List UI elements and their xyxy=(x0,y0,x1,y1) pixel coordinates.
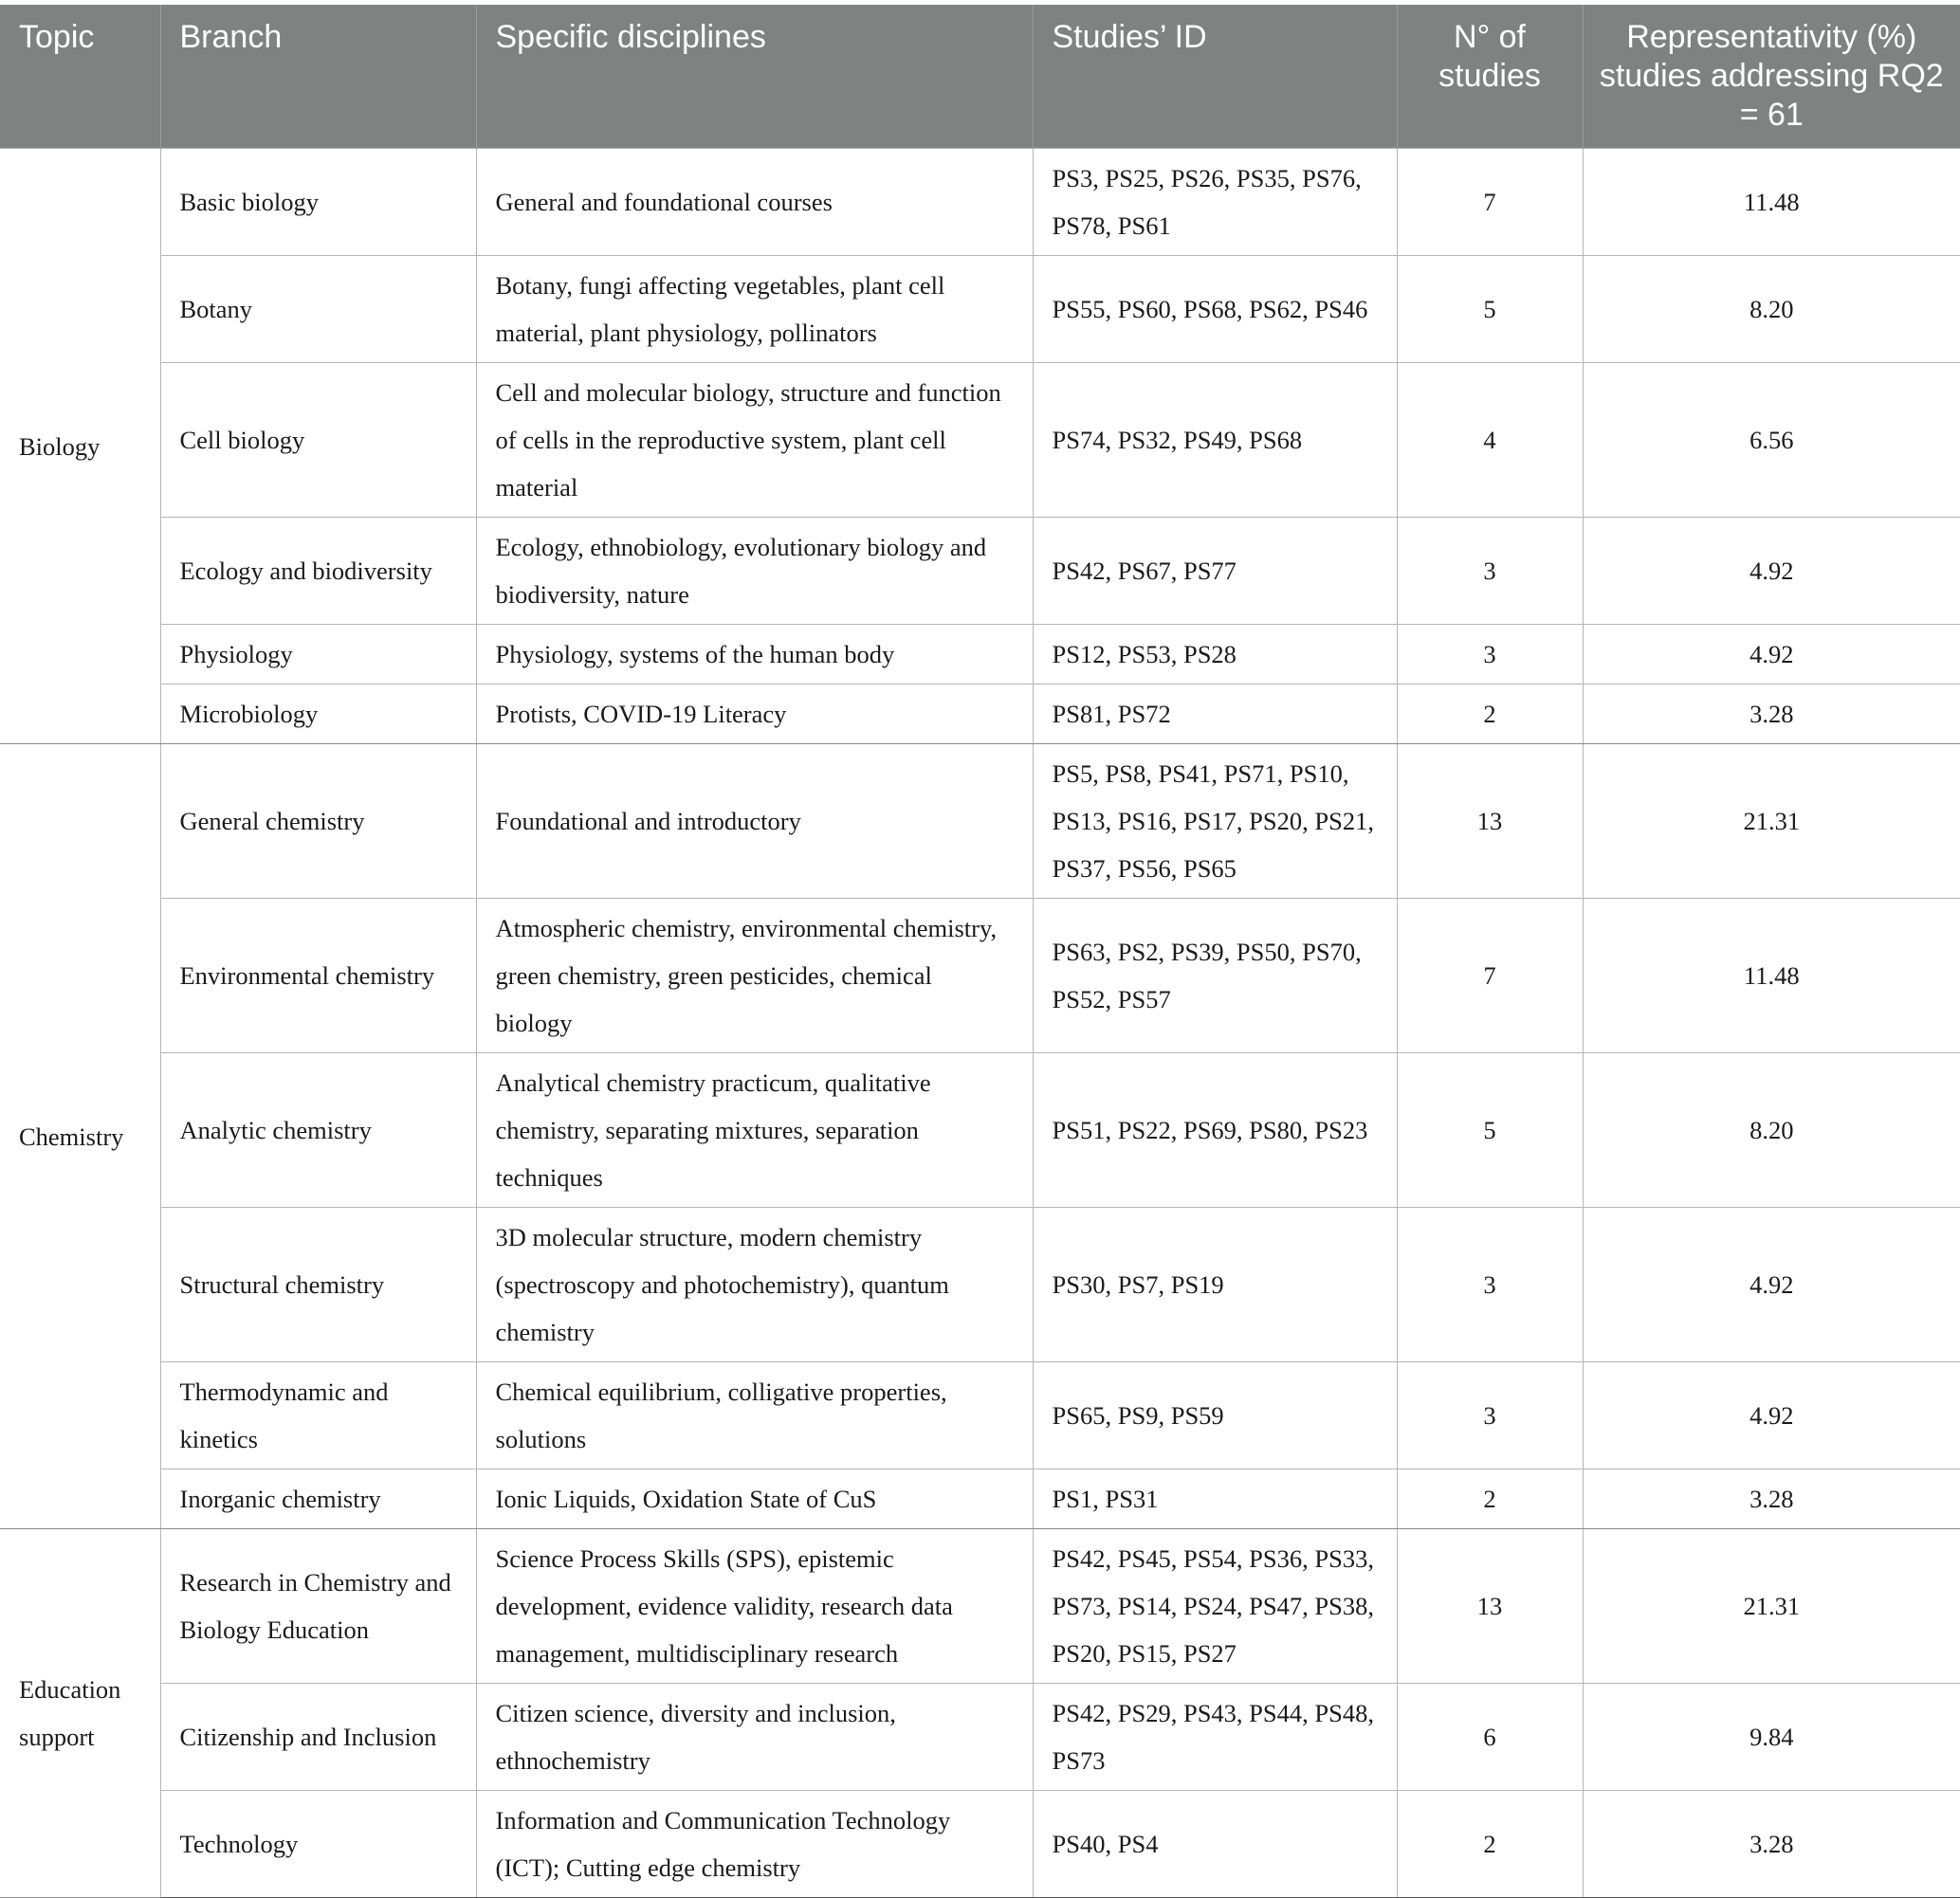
table-row xyxy=(0,1684,1960,1791)
representativity-cell: 3.28 xyxy=(1583,1791,1960,1898)
count-cell: 2 xyxy=(1397,1791,1583,1898)
header-disciplines: Specific disciplines xyxy=(476,5,1033,149)
count-cell: 3 xyxy=(1397,1208,1583,1362)
disciplines-cell: Protists, COVID-19 Literacy xyxy=(476,684,1033,744)
header-topic: Topic xyxy=(0,5,160,149)
table-row xyxy=(0,1529,1960,1684)
table-row xyxy=(0,1362,1960,1469)
table-row xyxy=(0,1053,1960,1208)
studies-id-cell: PS5, PS8, PS41, PS71, PS10, PS13, PS16, PS17, PS20, PS21, PS37, PS56, PS65 xyxy=(1033,744,1397,899)
representativity-cell: 21.31 xyxy=(1583,744,1960,899)
branch-cell: Physiology xyxy=(160,625,476,684)
branch-cell: General chemistry xyxy=(160,744,476,899)
studies-id-cell: PS12, PS53, PS28 xyxy=(1033,625,1397,684)
table-row xyxy=(0,744,1960,899)
table-row xyxy=(0,684,1960,744)
studies-id-cell: PS74, PS32, PS49, PS68 xyxy=(1033,363,1397,518)
representativity-cell: 9.84 xyxy=(1583,1684,1960,1791)
representativity-cell: 3.28 xyxy=(1583,684,1960,744)
topic-cell: Biology xyxy=(0,149,160,744)
header-count: N° of studies xyxy=(1397,5,1583,149)
branch-cell: Microbiology xyxy=(160,684,476,744)
representativity-cell: 3.28 xyxy=(1583,1469,1960,1529)
disciplines-cell: Ecology, ethnobiology, evolutionary biology and biodiversity, nature xyxy=(476,518,1033,625)
disciplines-cell: Chemical equilibrium, colligative properties, solutions xyxy=(476,1362,1033,1469)
table-row xyxy=(0,899,1960,1053)
branch-cell: Thermodynamic and kinetics xyxy=(160,1362,476,1469)
header-studies-id: Studies’ ID xyxy=(1033,5,1397,149)
count-cell: 6 xyxy=(1397,1684,1583,1791)
branch-cell: Research in Chemistry and Biology Education xyxy=(160,1529,476,1684)
studies-id-cell: PS51, PS22, PS69, PS80, PS23 xyxy=(1033,1053,1397,1208)
header-representativity: Representativity (%) studies addressing RQ2 = 61 xyxy=(1583,5,1960,149)
topic-cell: Education support xyxy=(0,1529,160,1898)
disciplines-cell: Information and Communication Technology (ICT); Cutting edge chemistry xyxy=(476,1791,1033,1898)
count-cell: 3 xyxy=(1397,625,1583,684)
count-cell: 5 xyxy=(1397,256,1583,363)
branch-cell: Botany xyxy=(160,256,476,363)
table-row xyxy=(0,256,1960,363)
disciplines-cell: Cell and molecular biology, structure and function of cells in the reproductive system, plant cell material xyxy=(476,363,1033,518)
table-header xyxy=(0,5,1960,149)
count-cell: 3 xyxy=(1397,518,1583,625)
disciplines-cell: Citizen science, diversity and inclusion, ethnochemistry xyxy=(476,1684,1033,1791)
disciplines-cell: 3D molecular structure, modern chemistry (spectroscopy and photochemistry), quantum chemistry xyxy=(476,1208,1033,1362)
studies-id-cell: PS40, PS4 xyxy=(1033,1791,1397,1898)
studies-id-cell: PS3, PS25, PS26, PS35, PS76, PS78, PS61 xyxy=(1033,149,1397,256)
table-row xyxy=(0,149,1960,256)
studies-id-cell: PS30, PS7, PS19 xyxy=(1033,1208,1397,1362)
studies-id-cell: PS42, PS29, PS43, PS44, PS48, PS73 xyxy=(1033,1684,1397,1791)
studies-id-cell: PS42, PS67, PS77 xyxy=(1033,518,1397,625)
disciplines-cell: Ionic Liquids, Oxidation State of CuS xyxy=(476,1469,1033,1529)
representativity-cell: 8.20 xyxy=(1583,256,1960,363)
table-row xyxy=(0,363,1960,518)
studies-id-cell: PS81, PS72 xyxy=(1033,684,1397,744)
branch-cell: Structural chemistry xyxy=(160,1208,476,1362)
representativity-cell: 4.92 xyxy=(1583,518,1960,625)
branch-cell: Basic biology xyxy=(160,149,476,256)
representativity-cell: 11.48 xyxy=(1583,149,1960,256)
table-body xyxy=(0,149,1960,1898)
branch-cell: Analytic chemistry xyxy=(160,1053,476,1208)
disciplines-cell: General and foundational courses xyxy=(476,149,1033,256)
table-row xyxy=(0,1469,1960,1529)
studies-id-cell: PS55, PS60, PS68, PS62, PS46 xyxy=(1033,256,1397,363)
count-cell: 13 xyxy=(1397,1529,1583,1684)
disciplines-cell: Science Process Skills (SPS), epistemic development, evidence validity, research data management, multidisciplinary research xyxy=(476,1529,1033,1684)
table-row xyxy=(0,1791,1960,1898)
representativity-cell: 21.31 xyxy=(1583,1529,1960,1684)
branch-cell: Citizenship and Inclusion xyxy=(160,1684,476,1791)
header-row xyxy=(0,5,1960,149)
table-row xyxy=(0,1208,1960,1362)
disciplines-cell: Atmospheric chemistry, environmental chemistry, green chemistry, green pesticides, chemical biology xyxy=(476,899,1033,1053)
representativity-cell: 6.56 xyxy=(1583,363,1960,518)
branch-cell: Technology xyxy=(160,1791,476,1898)
disciplines-cell: Physiology, systems of the human body xyxy=(476,625,1033,684)
branch-cell: Environmental chemistry xyxy=(160,899,476,1053)
table-row xyxy=(0,518,1960,625)
branch-cell: Inorganic chemistry xyxy=(160,1469,476,1529)
count-cell: 3 xyxy=(1397,1362,1583,1469)
studies-table xyxy=(0,5,1960,1898)
disciplines-cell: Analytical chemistry practicum, qualitative chemistry, separating mixtures, separation techniques xyxy=(476,1053,1033,1208)
header-branch: Branch xyxy=(160,5,476,149)
count-cell: 5 xyxy=(1397,1053,1583,1208)
studies-id-cell: PS63, PS2, PS39, PS50, PS70, PS52, PS57 xyxy=(1033,899,1397,1053)
count-cell: 2 xyxy=(1397,684,1583,744)
studies-id-cell: PS65, PS9, PS59 xyxy=(1033,1362,1397,1469)
count-cell: 7 xyxy=(1397,899,1583,1053)
branch-cell: Cell biology xyxy=(160,363,476,518)
representativity-cell: 4.92 xyxy=(1583,1208,1960,1362)
studies-id-cell: PS1, PS31 xyxy=(1033,1469,1397,1529)
representativity-cell: 8.20 xyxy=(1583,1053,1960,1208)
disciplines-cell: Botany, fungi affecting vegetables, plant cell material, plant physiology, pollinators xyxy=(476,256,1033,363)
studies-id-cell: PS42, PS45, PS54, PS36, PS33, PS73, PS14, PS24, PS47, PS38, PS20, PS15, PS27 xyxy=(1033,1529,1397,1684)
topic-cell: Chemistry xyxy=(0,744,160,1529)
representativity-cell: 11.48 xyxy=(1583,899,1960,1053)
count-cell: 7 xyxy=(1397,149,1583,256)
count-cell: 2 xyxy=(1397,1469,1583,1529)
count-cell: 4 xyxy=(1397,363,1583,518)
disciplines-cell: Foundational and introductory xyxy=(476,744,1033,899)
count-cell: 13 xyxy=(1397,744,1583,899)
branch-cell: Ecology and biodiversity xyxy=(160,518,476,625)
table-row xyxy=(0,625,1960,684)
representativity-cell: 4.92 xyxy=(1583,1362,1960,1469)
representativity-cell: 4.92 xyxy=(1583,625,1960,684)
